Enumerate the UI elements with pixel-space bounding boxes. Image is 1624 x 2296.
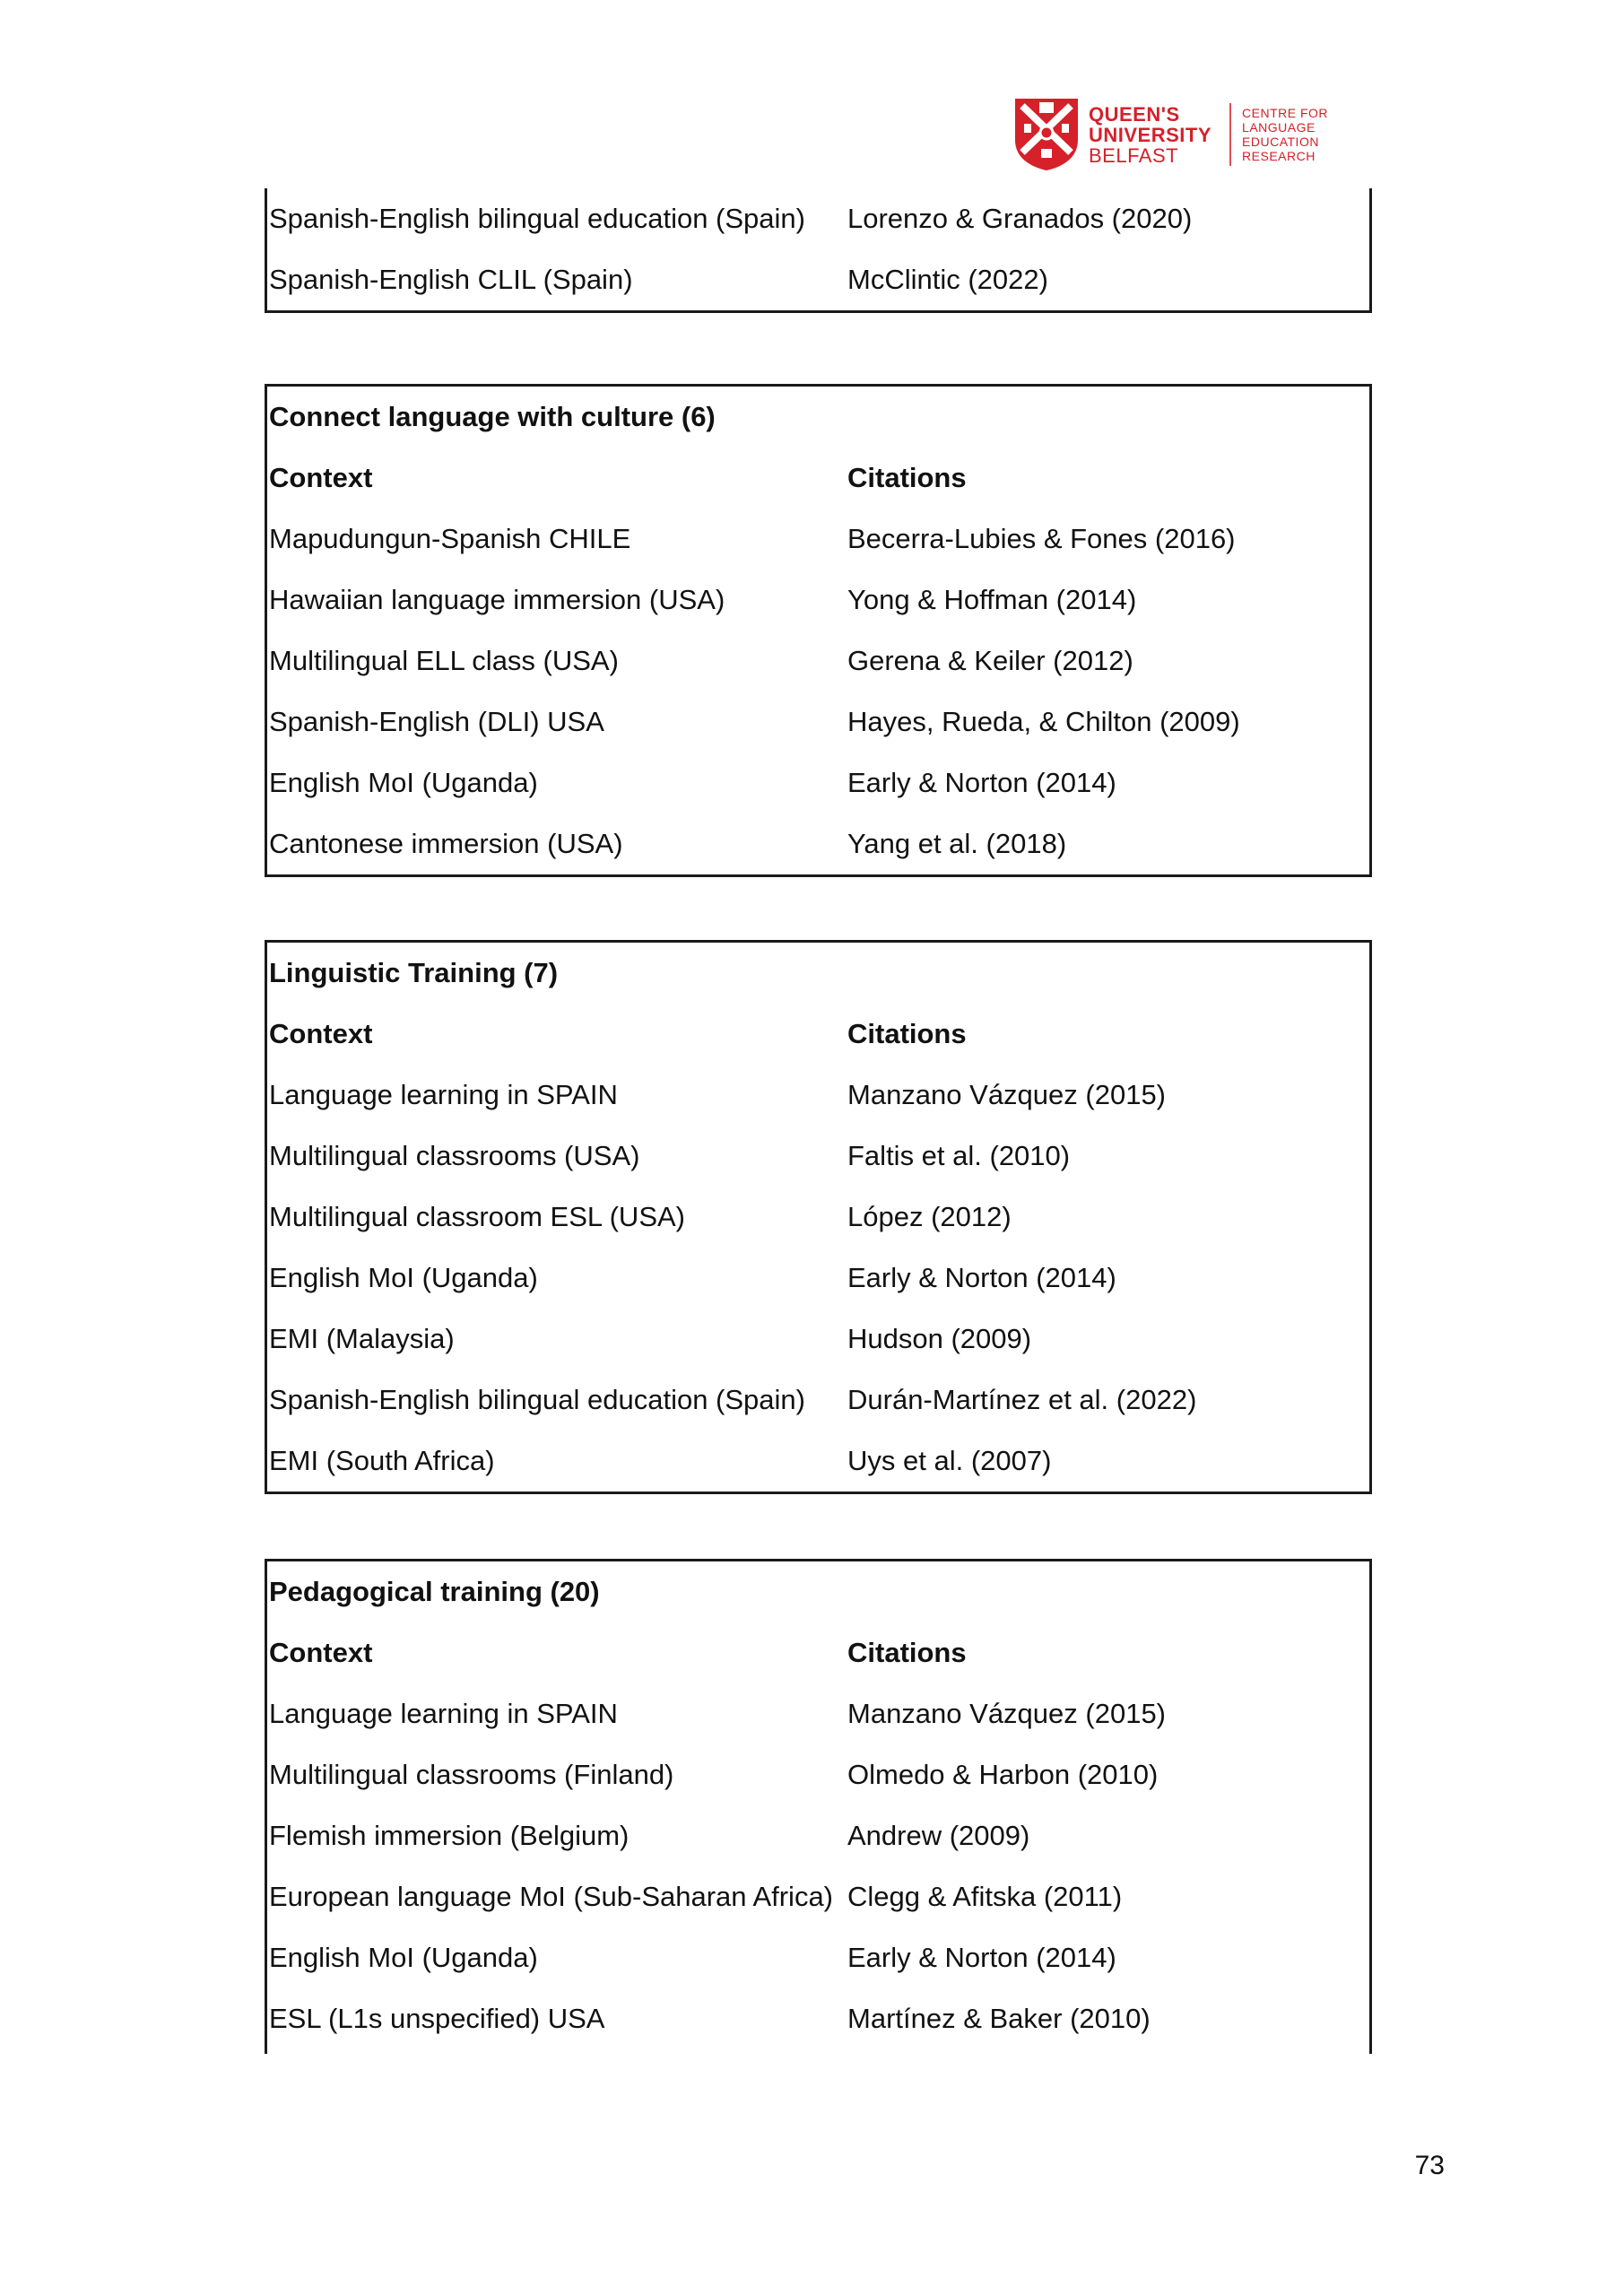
university-logo (1013, 94, 1354, 175)
table-row (267, 631, 1369, 691)
citation-cell: Manzano Vázquez (2015) (847, 1698, 1167, 1729)
table-row (267, 1431, 1369, 1492)
column-header-citations: Citations (847, 462, 967, 493)
centre-name-line: CENTRE FOR (1242, 106, 1329, 120)
context-cell: ESL (L1s unspecified) USA (269, 2003, 605, 2034)
column-header-citations: Citations (847, 1637, 967, 1668)
table-row (267, 691, 1369, 752)
column-header-context: Context (269, 1018, 373, 1049)
context-cell: European language MoI (Sub-Saharan Africa) (269, 1881, 834, 1912)
table-row (267, 1065, 1369, 1126)
context-cell: Spanish-English CLIL (Spain) (269, 264, 633, 295)
context-cell: EMI (South Africa) (269, 1445, 495, 1476)
context-cell: English MoI (Uganda) (269, 1262, 538, 1293)
context-cell: Multilingual classrooms (USA) (269, 1140, 640, 1171)
table-title (267, 1561, 1369, 1622)
table-row (267, 509, 1369, 570)
citation-cell: Clegg & Afitska (2011) (847, 1881, 1123, 1912)
table-row (267, 188, 1369, 249)
logo-divider (1229, 103, 1231, 166)
context-cell: Flemish immersion (Belgium) (269, 1820, 630, 1851)
citation-cell: Hudson (2009) (847, 1323, 1032, 1354)
table-header-row (267, 1622, 1369, 1683)
table-header-row (267, 448, 1369, 509)
table-title-text: Linguistic Training (7) (269, 957, 559, 988)
table-pedagogical (265, 1559, 1372, 2054)
citation-cell: Faltis et al. (2010) (847, 1140, 1071, 1171)
citation-cell: Early & Norton (2014) (847, 767, 1116, 798)
university-name-line: UNIVERSITY (1089, 123, 1212, 146)
citation-cell: Andrew (2009) (847, 1820, 1030, 1851)
table-row (267, 813, 1369, 874)
context-cell: EMI (Malaysia) (269, 1323, 455, 1354)
centre-name-line: LANGUAGE (1242, 120, 1316, 135)
context-cell: English MoI (Uganda) (269, 767, 538, 798)
citation-cell: Becerra-Lubies & Fones (2016) (847, 523, 1236, 554)
crest-icon (1013, 97, 1080, 172)
table-culture (265, 384, 1372, 877)
column-header-context: Context (269, 1637, 373, 1668)
context-cell: Spanish-English (DLI) USA (269, 706, 604, 737)
table-row (267, 1866, 1369, 1927)
university-name (1089, 104, 1211, 166)
context-cell: Multilingual classroom ESL (USA) (269, 1201, 686, 1232)
table-row (267, 1309, 1369, 1370)
table-row (267, 1744, 1369, 1805)
table-row (267, 1248, 1369, 1309)
citation-cell: Yang et al. (2018) (847, 828, 1067, 859)
citation-cell: Manzano Vázquez (2015) (847, 1079, 1167, 1110)
citation-cell: Early & Norton (2014) (847, 1942, 1116, 1973)
context-cell: Multilingual classrooms (Finland) (269, 1759, 674, 1790)
citation-cell: Yong & Hoffman (2014) (847, 584, 1137, 615)
column-header-citations: Citations (847, 1018, 967, 1049)
table-title (267, 387, 1369, 448)
table-row (267, 1126, 1369, 1187)
centre-name (1242, 106, 1328, 163)
table-row (267, 1187, 1369, 1248)
context-cell: Spanish-English bilingual education (Spain) (269, 203, 805, 234)
citation-cell: Gerena & Keiler (2012) (847, 645, 1133, 676)
citation-cell: López (2012) (847, 1201, 1012, 1232)
page-number: 73 (1414, 2151, 1445, 2180)
table-row (267, 1927, 1369, 1988)
table-row (267, 752, 1369, 813)
university-name-line: BELFAST (1089, 144, 1179, 167)
table-title-text: Connect language with culture (6) (269, 401, 716, 432)
context-cell: Language learning in SPAIN (269, 1079, 618, 1110)
citation-cell: Uys et al. (2007) (847, 1445, 1052, 1476)
table-row (267, 1988, 1369, 2049)
centre-name-line: RESEARCH (1242, 149, 1316, 163)
table-linguistic (265, 940, 1372, 1494)
citation-cell: Durán-Martínez et al. (2022) (847, 1384, 1197, 1415)
table-row (267, 249, 1369, 310)
context-cell: Multilingual ELL class (USA) (269, 645, 619, 676)
citation-cell: Olmedo & Harbon (2010) (847, 1759, 1159, 1790)
citation-cell: Martínez & Baker (2010) (847, 2003, 1151, 2034)
table-header-row (267, 1004, 1369, 1065)
column-header-context: Context (269, 462, 373, 493)
citation-cell: Hayes, Rueda, & Chilton (2009) (847, 706, 1240, 737)
context-cell: Hawaiian language immersion (USA) (269, 584, 725, 615)
table-row (267, 1683, 1369, 1744)
context-cell: Cantonese immersion (USA) (269, 828, 623, 859)
table-title-text: Pedagogical training (20) (269, 1576, 600, 1607)
citation-cell: Early & Norton (2014) (847, 1262, 1116, 1293)
centre-name-line: EDUCATION (1242, 135, 1319, 149)
citation-cell: McClintic (2022) (847, 264, 1048, 295)
table-title (267, 943, 1369, 1004)
context-cell: Language learning in SPAIN (269, 1698, 618, 1729)
context-cell: English MoI (Uganda) (269, 1942, 538, 1973)
university-name-line: QUEEN'S (1089, 102, 1180, 126)
table-row (267, 570, 1369, 631)
context-cell: Mapudungun-Spanish CHILE (269, 523, 631, 554)
context-cell: Spanish-English bilingual education (Spain) (269, 1384, 805, 1415)
table-row (267, 1370, 1369, 1431)
table-continued (265, 188, 1372, 313)
table-row (267, 1805, 1369, 1866)
citation-cell: Lorenzo & Granados (2020) (847, 203, 1193, 234)
